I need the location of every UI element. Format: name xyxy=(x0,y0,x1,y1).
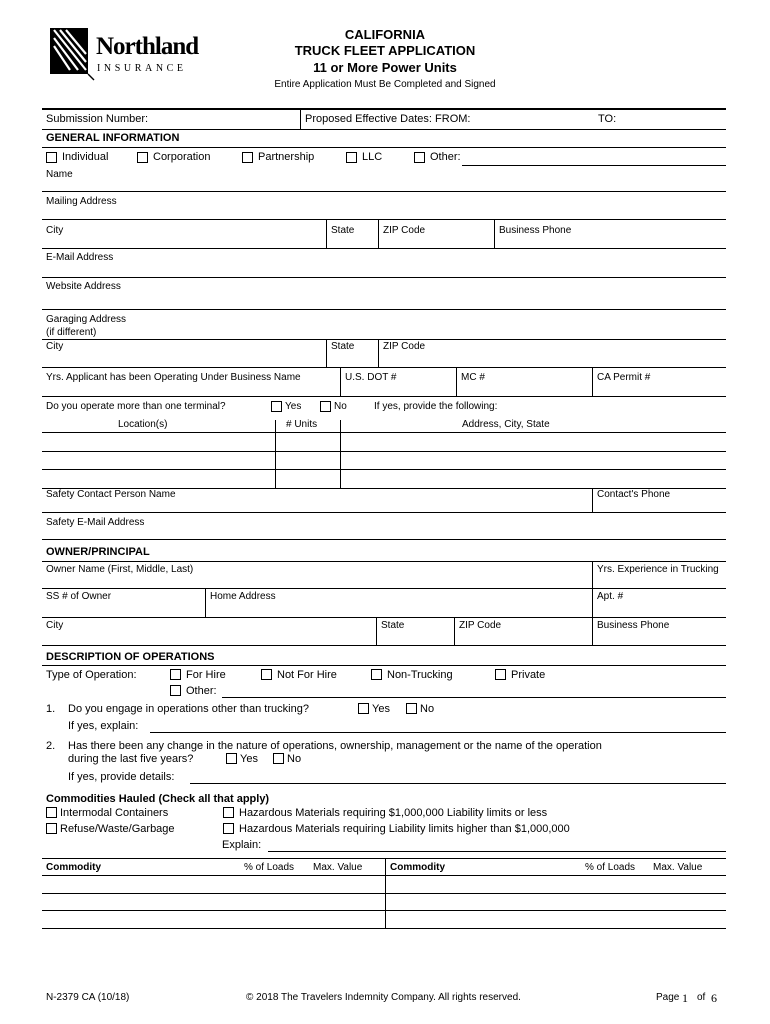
terminal-table-header-rule xyxy=(42,432,726,433)
effective-from-label: Proposed Effective Dates: FROM: xyxy=(305,113,471,125)
commodities-heading: Commodities Hauled (Check all that apply) xyxy=(46,793,270,805)
divider xyxy=(378,220,379,248)
q2-details-field[interactable] xyxy=(190,783,726,784)
refuse-checkbox[interactable] xyxy=(46,823,57,834)
hazmat-low-checkbox[interactable] xyxy=(223,807,234,818)
terminal-no-checkbox[interactable] xyxy=(320,401,331,412)
email-field[interactable] xyxy=(42,277,726,278)
terminal-question: Do you operate more than one terminal? xyxy=(46,401,226,412)
divider xyxy=(300,109,301,129)
divider xyxy=(456,367,457,396)
form-subtitle: Entire Application Must Be Completed and Signed xyxy=(274,79,496,90)
terminal-followup-label: If yes, provide the following: xyxy=(374,401,498,412)
page-number: 1 xyxy=(682,991,688,1005)
zip-label: ZIP Code xyxy=(383,225,426,236)
state-label: State xyxy=(331,225,355,236)
form-title-line2: TRUCK FLEET APPLICATION xyxy=(294,43,476,58)
operating-row-field[interactable] xyxy=(42,396,726,397)
mailing-address-label: Mailing Address xyxy=(46,196,117,207)
other-operation-checkbox[interactable] xyxy=(170,685,181,696)
llc-checkbox[interactable] xyxy=(346,152,357,163)
divider xyxy=(454,617,455,645)
years-operating-label: Yrs. Applicant has been Operating Under Business Name xyxy=(46,372,301,383)
ca-permit-label: CA Permit # xyxy=(597,372,651,383)
website-field[interactable] xyxy=(42,309,726,310)
q1-explain-field[interactable] xyxy=(150,732,726,733)
page-label: Page xyxy=(656,992,680,1003)
apt-label: Apt. # xyxy=(597,591,624,602)
non-trucking-checkbox[interactable] xyxy=(371,669,382,680)
home-address-label: Home Address xyxy=(210,591,276,602)
for-hire-label: For Hire xyxy=(186,669,226,681)
form-title-line1: CALIFORNIA xyxy=(344,27,426,42)
owner-city-label: City xyxy=(46,620,64,631)
garaging-zip-label: ZIP Code xyxy=(383,341,426,352)
owner-zip-label: ZIP Code xyxy=(459,620,502,631)
terminal-yes-checkbox[interactable] xyxy=(271,401,282,412)
question-2-text: Has there been any change in the nature of operations, ownership, management or the name of the operation xyxy=(68,740,602,752)
question-2-text-cont: during the last five years? xyxy=(68,753,194,765)
hazmat-high-label: Hazardous Materials requiring Liability limits higher than $1,000,000 xyxy=(239,823,570,835)
terminal-row-1[interactable] xyxy=(42,451,726,452)
garaging-state-label: State xyxy=(331,341,355,352)
q1-explain-label: If yes, explain: xyxy=(68,720,139,732)
other-entity-field[interactable] xyxy=(462,165,726,166)
corporation-label: Corporation xyxy=(153,151,211,163)
divider xyxy=(376,617,377,645)
owner-phone-label: Business Phone xyxy=(597,620,670,631)
ssn-label: SS # of Owner xyxy=(46,591,112,602)
value-column-header-right: Max. Value xyxy=(653,862,703,873)
individual-checkbox[interactable] xyxy=(46,152,57,163)
garaging-address-field[interactable] xyxy=(42,339,726,340)
q1-yes-label: Yes xyxy=(372,703,390,715)
name-field[interactable] xyxy=(42,191,726,192)
commodity-column-header-right: Commodity xyxy=(390,862,445,873)
divider xyxy=(326,339,327,367)
q2-no-checkbox[interactable] xyxy=(273,753,284,764)
commodity-row-2[interactable] xyxy=(42,910,726,911)
other-entity-checkbox[interactable] xyxy=(414,152,425,163)
copyright: © 2018 The Travelers Indemnity Company. All rights reserved. xyxy=(246,992,521,1003)
other-entity-label: Other: xyxy=(430,151,461,163)
safety-contact-label: Safety Contact Person Name xyxy=(46,489,176,500)
llc-label: LLC xyxy=(362,151,383,163)
name-label: Name xyxy=(46,169,73,180)
commodity-column-header: Commodity xyxy=(46,862,101,873)
divider xyxy=(592,617,593,645)
q1-yes-checkbox[interactable] xyxy=(358,703,369,714)
address-column-header: Address, City, State xyxy=(462,419,550,430)
divider xyxy=(340,420,341,488)
rule xyxy=(42,129,726,130)
divider xyxy=(205,588,206,617)
us-dot-label: U.S. DOT # xyxy=(345,372,397,383)
q2-no-label: No xyxy=(287,753,302,765)
logo-mark-icon xyxy=(50,28,94,80)
logo-wordmark: Northland xyxy=(96,33,199,60)
submission-number-label: Submission Number: xyxy=(46,113,149,125)
other-operation-field[interactable] xyxy=(222,697,726,698)
divider xyxy=(592,367,593,396)
question-1-text: Do you engage in operations other than trucking? xyxy=(68,703,309,715)
garaging-city-field[interactable] xyxy=(42,367,726,368)
locations-column-header: Location(s) xyxy=(118,419,168,430)
safety-email-label: Safety E-Mail Address xyxy=(46,517,145,528)
divider xyxy=(340,367,341,396)
terminal-row-2[interactable] xyxy=(42,469,726,470)
divider xyxy=(378,339,379,367)
owner-city-field[interactable] xyxy=(42,645,726,646)
terminal-yes-label: Yes xyxy=(285,401,302,412)
refuse-label: Refuse/Waste/Garbage xyxy=(60,823,175,835)
commodities-explain-field[interactable] xyxy=(268,851,726,852)
question-1-number: 1. xyxy=(46,703,56,715)
mailing-address-field[interactable] xyxy=(42,219,726,220)
q1-no-label: No xyxy=(420,703,435,715)
units-column-header: # Units xyxy=(286,419,318,430)
individual-label: Individual xyxy=(62,151,109,163)
value-column-header: Max. Value xyxy=(313,862,363,873)
hazmat-low-label: Hazardous Materials requiring $1,000,000 Liability limits or less xyxy=(239,807,548,819)
form-title-line3: 11 or More Power Units xyxy=(313,60,457,75)
city-row-field[interactable] xyxy=(42,248,726,249)
partnership-label: Partnership xyxy=(258,151,315,163)
garaging-note: (if different) xyxy=(46,327,97,338)
intermodal-checkbox[interactable] xyxy=(46,807,57,818)
commodity-table-header-rule xyxy=(42,875,726,876)
business-phone-label: Business Phone xyxy=(499,225,572,236)
divider xyxy=(592,561,593,588)
rule xyxy=(42,665,726,666)
rule xyxy=(42,108,726,110)
private-checkbox[interactable] xyxy=(495,669,506,680)
loads-column-header: % of Loads xyxy=(244,862,295,873)
not-for-hire-checkbox[interactable] xyxy=(261,669,272,680)
q2-yes-checkbox[interactable] xyxy=(226,753,237,764)
q2-details-label: If yes, provide details: xyxy=(68,771,175,783)
effective-to-label: TO: xyxy=(598,113,617,125)
private-label: Private xyxy=(511,669,546,681)
commodity-row-1[interactable] xyxy=(42,893,726,894)
page-total: 6 xyxy=(711,991,717,1005)
divider xyxy=(592,588,593,617)
rule xyxy=(42,147,726,148)
owner-heading: OWNER/PRINCIPAL xyxy=(46,546,150,558)
loads-column-header-right: % of Loads xyxy=(585,862,636,873)
intermodal-label: Intermodal Containers xyxy=(60,807,169,819)
years-experience-label: Yrs. Experience in Trucking xyxy=(597,564,719,575)
owner-name-field[interactable] xyxy=(42,588,726,589)
garaging-address-label: Garaging Address xyxy=(46,314,127,325)
other-operation-label: Other: xyxy=(186,685,217,697)
divider xyxy=(275,420,276,488)
city-label: City xyxy=(46,225,64,236)
non-trucking-label: Non-Trucking xyxy=(387,669,453,681)
divider xyxy=(494,220,495,248)
divider xyxy=(326,220,327,248)
logo-subtext: INSURANCE xyxy=(97,63,187,74)
garaging-city-label: City xyxy=(46,341,64,352)
q2-yes-label: Yes xyxy=(240,753,258,765)
corporation-checkbox[interactable] xyxy=(137,152,148,163)
hazmat-high-checkbox[interactable] xyxy=(223,823,234,834)
home-address-field[interactable] xyxy=(42,617,726,618)
of-label: of xyxy=(697,992,706,1003)
for-hire-checkbox[interactable] xyxy=(170,669,181,680)
rule xyxy=(42,858,726,859)
terminal-no-label: No xyxy=(334,401,347,412)
email-label: E-Mail Address xyxy=(46,252,114,263)
website-label: Website Address xyxy=(46,281,121,292)
form-number: N-2379 CA (10/18) xyxy=(46,992,130,1003)
safety-contact-field[interactable] xyxy=(42,512,726,513)
operation-type-label: Type of Operation: xyxy=(46,669,137,681)
owner-name-label: Owner Name (First, Middle, Last) xyxy=(46,564,194,575)
question-2-number: 2. xyxy=(46,740,56,752)
commodities-explain-label: Explain: xyxy=(222,839,262,851)
mc-label: MC # xyxy=(461,372,485,383)
partnership-checkbox[interactable] xyxy=(242,152,253,163)
general-info-heading: GENERAL INFORMATION xyxy=(46,132,180,144)
commodity-row-3[interactable] xyxy=(42,928,726,929)
divider xyxy=(592,488,593,512)
owner-state-label: State xyxy=(381,620,405,631)
q1-no-checkbox[interactable] xyxy=(406,703,417,714)
operations-heading: DESCRIPTION OF OPERATIONS xyxy=(46,651,215,663)
safety-email-field[interactable] xyxy=(42,539,726,540)
rule xyxy=(42,561,726,562)
contact-phone-label: Contact's Phone xyxy=(597,489,671,500)
not-for-hire-label: Not For Hire xyxy=(277,669,337,681)
